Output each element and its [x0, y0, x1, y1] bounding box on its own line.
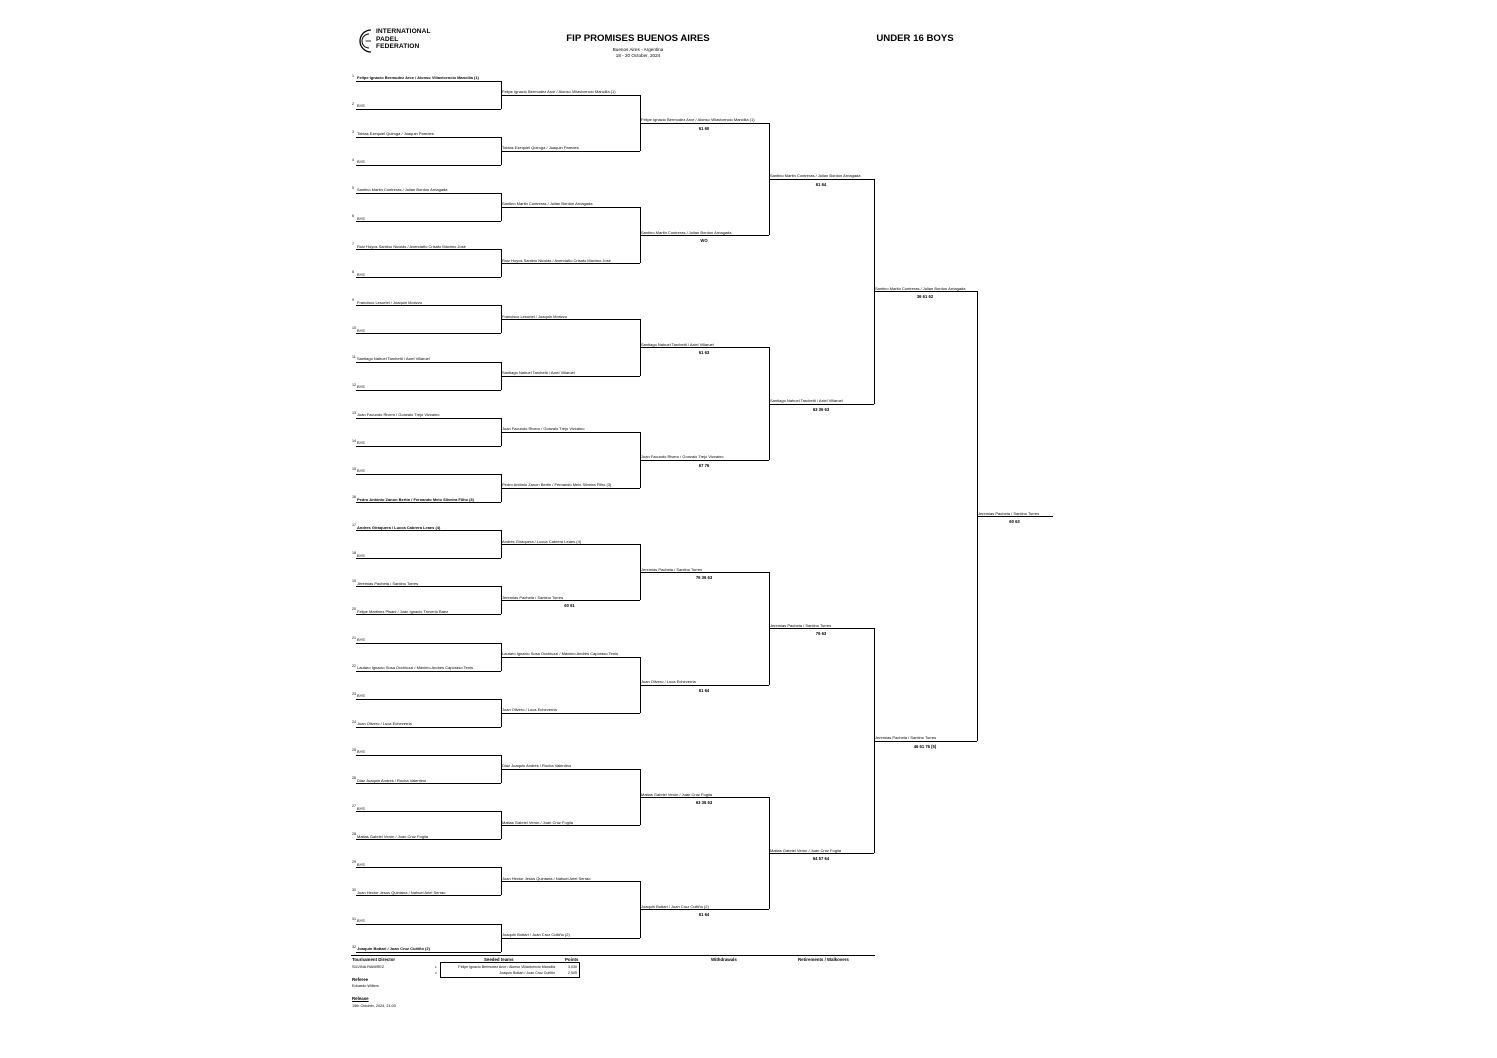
director-label: Tournament Director: [352, 957, 396, 962]
seed-number: 22: [352, 663, 356, 668]
seed-table: [435, 962, 580, 978]
entry-line: [356, 418, 501, 419]
entry-line: [356, 81, 501, 82]
entry-line: [356, 137, 501, 138]
match-score: 76 36 63: [695, 575, 713, 581]
seed-number: 32: [352, 944, 356, 949]
draw-entry: Pedro Antônio Zanon Bertin / Fernando Melo Silveira Filho (3): [357, 496, 474, 502]
tournament-dates: 18 - 20 October, 2024: [615, 53, 661, 58]
referee-name: Eduardo Willers: [352, 984, 379, 988]
draw-entry: Santino Martin Contreras / Julian Bordon Arriagada: [357, 187, 448, 193]
match-score: 61 60: [698, 125, 710, 131]
winner-entry: Jeremias Pacheta / Santino Torres: [770, 622, 832, 628]
winner-entry: Matias Gabriel Verón / Juan Cruz Fogila: [641, 791, 712, 797]
winner-entry: Santino Martin Contreras / Julian Bordon Arriagada: [770, 173, 861, 179]
entry-line: [356, 390, 501, 391]
draw-entry: Matias Gabriel Verón / Juan Cruz Fogila: [357, 833, 428, 839]
entry-line: [356, 924, 501, 925]
winner-entry: Jeremias Pacheta / Santino Torres: [875, 735, 937, 741]
winner-entry: Lautaro Ignacio Sosa Occhiuzzi / Máximo Andrés Caporaso Tenis: [502, 651, 618, 657]
winner-line: [640, 235, 769, 236]
draw-entry: Felipe Martinez Pisani / Juan Ignacio Troverio Baez: [357, 608, 449, 614]
winner-line: [640, 572, 769, 573]
winner-entry: Jeremias Pacheta / Santino Torres: [502, 594, 564, 600]
draw-entry: BYE: [357, 159, 366, 165]
winner-entry: Santino Martin Contreras / Julian Bordon Arriagada: [502, 201, 593, 207]
entry-line: [356, 811, 501, 812]
draw-entry: BYE: [357, 918, 366, 923]
winner-line: [501, 95, 640, 96]
winner-entry: Andres Giraquera / Lucca Cabrera Leaes (4): [502, 538, 582, 544]
winner-entry: Joaquin Bottari / Juan Cruz Cuitiño (2): [641, 903, 709, 909]
draw-entry: Diaz Juaquin Andres / Rocha Valentino: [357, 777, 427, 783]
winner-line: [501, 713, 640, 714]
footer-rule: [351, 955, 875, 956]
match-score: 63 36 63: [695, 800, 713, 806]
draw-entry: BYE: [357, 805, 366, 811]
seed-number: 9: [352, 298, 354, 303]
winner-line: [501, 825, 640, 826]
seed-number: 5: [352, 185, 354, 190]
winner-line: [501, 657, 640, 658]
draw-entry: BYE: [357, 271, 366, 277]
winner-line: [977, 516, 1053, 517]
winner-line: [640, 460, 769, 461]
winner-entry: Pedro Antônio Zanon Bertin / Fernando Melo Silveira Filho (3): [502, 482, 612, 488]
seed-number: 31: [352, 916, 356, 921]
winner-line: [501, 769, 640, 770]
winner-line: [769, 853, 874, 854]
entry-line: [356, 249, 501, 250]
match-score: WO: [700, 238, 708, 244]
entry-line: [356, 783, 501, 784]
winner-line: [640, 797, 769, 798]
points-label: Points: [565, 957, 579, 962]
draw-entry: Joaquin Bottari / Juan Cruz Cuitiño (2): [357, 946, 430, 952]
draw-entry: Tobias Ezequiel Quiroga / Joaquin Paredes: [357, 131, 434, 137]
entry-line: [356, 362, 501, 363]
winner-entry: Santiago Nahuel Tarchetti / Axiel Villaruel: [502, 370, 575, 376]
seed-row: 1 Felipe Ignacio Bermudez Arce / Alonso Villavicencio Mancilla 3,030: [435, 965, 577, 969]
seed-row: 2 Joaquin Bottari / Juan Cruz Cuitiño 2,505: [435, 971, 577, 975]
entry-line: [356, 699, 501, 700]
match-score: 61 64: [698, 687, 710, 693]
winner-entry: Santiago Nahuel Tarchetti / Axiel Villaruel: [770, 398, 843, 404]
entry-line: [356, 221, 501, 222]
seed-number: 3: [352, 129, 354, 134]
winner-line: [501, 488, 640, 489]
winner-line: [640, 685, 769, 686]
entry-line: [356, 502, 501, 503]
seed-number: 17: [352, 523, 356, 528]
winner-line: [501, 881, 640, 882]
seed-number: 13: [352, 410, 356, 415]
winner-entry: Jeremias Pacheta / Santino Torres: [978, 510, 1040, 516]
winner-entry: Juan Olivero / Luca Echeverria: [641, 679, 696, 685]
winner-entry: Matias Gabriel Verón / Juan Cruz Fogila: [770, 847, 841, 853]
winner-entry: Joaquin Bottari / Juan Cruz Cuitiño (2): [502, 932, 570, 938]
withdrawals-label: Withdrawals: [711, 957, 737, 962]
referee-label: Referee: [352, 977, 369, 982]
seed-number: 2: [352, 101, 354, 106]
release-label: Release: [352, 996, 369, 1001]
seed-number: 23: [352, 691, 356, 696]
match-score: 61 64: [698, 912, 710, 918]
winner-entry: Jeremias Pacheta / Santino Torres: [641, 566, 703, 572]
retirements-label: Retirements / Walkovers: [798, 957, 849, 962]
winner-line: [501, 151, 640, 152]
entry-line: [356, 558, 501, 559]
match-score: 61 63: [698, 350, 710, 356]
draw-entry: BYE: [357, 215, 366, 221]
winner-entry: Tobias Ezequiel Quiroga / Joaquin Paredes: [502, 145, 579, 151]
draw-entry: BYE: [357, 552, 366, 558]
seed-number: 19: [352, 579, 356, 584]
entry-line: [356, 671, 501, 672]
draw-entry: BYE: [357, 440, 366, 446]
entry-line: [356, 952, 501, 953]
winner-line: [640, 909, 769, 910]
winner-line: [501, 376, 640, 377]
seed-number: 8: [352, 270, 354, 275]
winner-line: [501, 263, 640, 264]
winner-entry: Matias Gabriel Verón / Juan Cruz Fogila: [502, 819, 573, 825]
winner-line: [769, 404, 874, 405]
match-score: 63 36 63: [812, 406, 830, 412]
seed-number: 20: [352, 607, 356, 612]
seed-number: 4: [352, 157, 354, 162]
winner-entry: Francisco Lesurtel / Joaquin Morizzo: [502, 313, 568, 319]
seed-number: 30: [352, 888, 356, 893]
winner-entry: Diaz Juaquin Andres / Rocha Valentino: [502, 763, 572, 769]
logo-wordmark: INTERNATIONAL PADEL FEDERATION: [376, 28, 431, 51]
winner-line: [501, 319, 640, 320]
seed-number: 11: [352, 354, 356, 359]
winner-line: [640, 347, 769, 348]
draw-entry: BYE: [357, 468, 366, 474]
winner-line: [501, 938, 640, 939]
match-score: 67 76: [698, 462, 710, 468]
winner-line: [640, 123, 769, 124]
winner-line: [874, 741, 977, 742]
tournament-location: Buenos Aires - Argentina: [612, 47, 664, 52]
winner-entry: Juan Facundo Rivero / Gonzalo Trejo Vizcaino: [502, 426, 585, 432]
draw-entry: BYE: [357, 103, 366, 109]
winner-line: [501, 432, 640, 433]
entry-line: [356, 839, 501, 840]
seed-number: 29: [352, 860, 356, 865]
draw-entry: Juan Olivero / Luca Echeverria: [357, 721, 412, 727]
seed-number: 27: [352, 804, 356, 809]
draw-entry: BYE: [357, 637, 366, 642]
draw-entry: BYE: [357, 693, 366, 699]
draw-entry: Juan Facundo Rivero / Gonzalo Trejo Vizcaino: [357, 412, 440, 418]
match-score: 76 63: [815, 631, 827, 637]
draw-entry: Juan Hector Jesus Quintana / Nahuel Ariel Serrao: [357, 889, 446, 895]
entry-line: [356, 333, 501, 334]
draw-entry: Ruiz Hoyos Santino Nicolás / Avendaño Crisafo Máximo José: [357, 243, 466, 249]
entry-line: [356, 305, 501, 306]
seed-number: 18: [352, 551, 356, 556]
seed-number: 14: [352, 438, 356, 443]
entry-line: [356, 895, 501, 896]
entry-line: [356, 867, 501, 868]
seed-number: 24: [352, 719, 356, 724]
winner-entry: Santiago Nahuel Tarchetti / Axiel Villaruel: [641, 341, 714, 347]
seed-number: 12: [352, 382, 356, 387]
seed-number: 15: [352, 466, 356, 471]
seed-number: 26: [352, 776, 356, 780]
entry-line: [356, 530, 501, 531]
winner-entry: Juan Facundo Rivero / Gonzalo Trejo Vizcaino: [641, 454, 724, 460]
draw-entry: Lautaro Ignacio Sosa Occhiuzzi / Máximo Andrés Caporaso Tenis: [357, 665, 473, 671]
seed-number: 6: [352, 214, 354, 218]
draw-entry: Francisco Lesurtel / Joaquin Morizzo: [357, 299, 423, 305]
draw-entry: BYE: [357, 384, 366, 390]
entry-line: [356, 474, 501, 475]
draw-entry: BYE: [357, 749, 366, 755]
seed-number: 7: [352, 242, 354, 247]
seed-number: 16: [352, 495, 356, 499]
winner-line: [874, 291, 977, 292]
winner-line: [769, 628, 874, 629]
winner-line: [501, 600, 640, 601]
seed-number: 10: [352, 326, 356, 331]
winner-entry: Juan Hector Jesus Quintana / Nahuel Ariel Serrao: [502, 875, 591, 881]
match-score: 60 63: [1009, 519, 1020, 525]
draw-entry: Jeremias Pacheta / Santino Torres: [357, 580, 419, 586]
winner-entry: Juan Olivero / Luca Echeverria: [502, 707, 557, 713]
match-score: 46 61 76 (5): [913, 743, 937, 749]
draw-entry: BYE: [357, 327, 366, 333]
draw-category: UNDER 16 BOYS: [876, 33, 954, 44]
seed-number: 21: [352, 635, 356, 640]
winner-line: [769, 179, 874, 180]
entry-line: [356, 755, 501, 756]
draw-entry: Felipe Ignacio Bermudez Arce / Alonso Villavicencio Mancilla (1): [357, 75, 479, 80]
release-date: 19th October, 2024, 21:00: [352, 1004, 396, 1008]
seed-number: 25: [352, 747, 356, 752]
winner-entry: Felipe Ignacio Bermudez Arce / Alonso Villavicencio Mancilla (1): [502, 89, 616, 95]
director-name: SILVINA RAMIREZ: [352, 965, 385, 969]
entry-line: [356, 446, 501, 447]
match-score: 61 64: [815, 181, 827, 187]
entry-line: [356, 193, 501, 194]
draw-entry: Andres Giraquera / Lucca Cabrera Leaes (4): [357, 524, 441, 530]
winner-entry: Felipe Ignacio Bermudez Arce / Alonso Villavicencio Mancilla (1): [641, 117, 755, 123]
entry-line: [356, 165, 501, 166]
tournament-title: FIP PROMISES BUENOS AIRES: [566, 33, 710, 44]
entry-line: [356, 643, 501, 644]
winner-entry: Santino Martin Contreras / Julian Bordon Arriagada: [875, 285, 966, 291]
draw-entry: Santiago Nahuel Tarchetti / Axiel Villaruel: [357, 356, 430, 361]
entry-line: [356, 614, 501, 615]
winner-entry: Ruiz Hoyos Santino Nicolás / Avendaño Crisafo Máximo José: [502, 257, 611, 263]
match-score: 60 61: [564, 603, 575, 609]
seed-number: 1: [352, 73, 354, 78]
winner-line: [501, 207, 640, 208]
entry-line: [356, 586, 501, 587]
match-score: 36 61 62: [916, 294, 934, 300]
match-score: 64 57 64: [812, 856, 830, 862]
winner-entry: Santino Martin Contreras / Julian Bordon Arriagada: [641, 229, 732, 235]
entry-line: [356, 109, 501, 110]
entry-line: [356, 277, 501, 278]
seed-number: 28: [352, 832, 356, 837]
winner-line: [501, 544, 640, 545]
draw-entry: BYE: [357, 861, 366, 867]
entry-line: [356, 727, 501, 728]
seeded-teams-label: Seeded teams: [484, 957, 514, 962]
